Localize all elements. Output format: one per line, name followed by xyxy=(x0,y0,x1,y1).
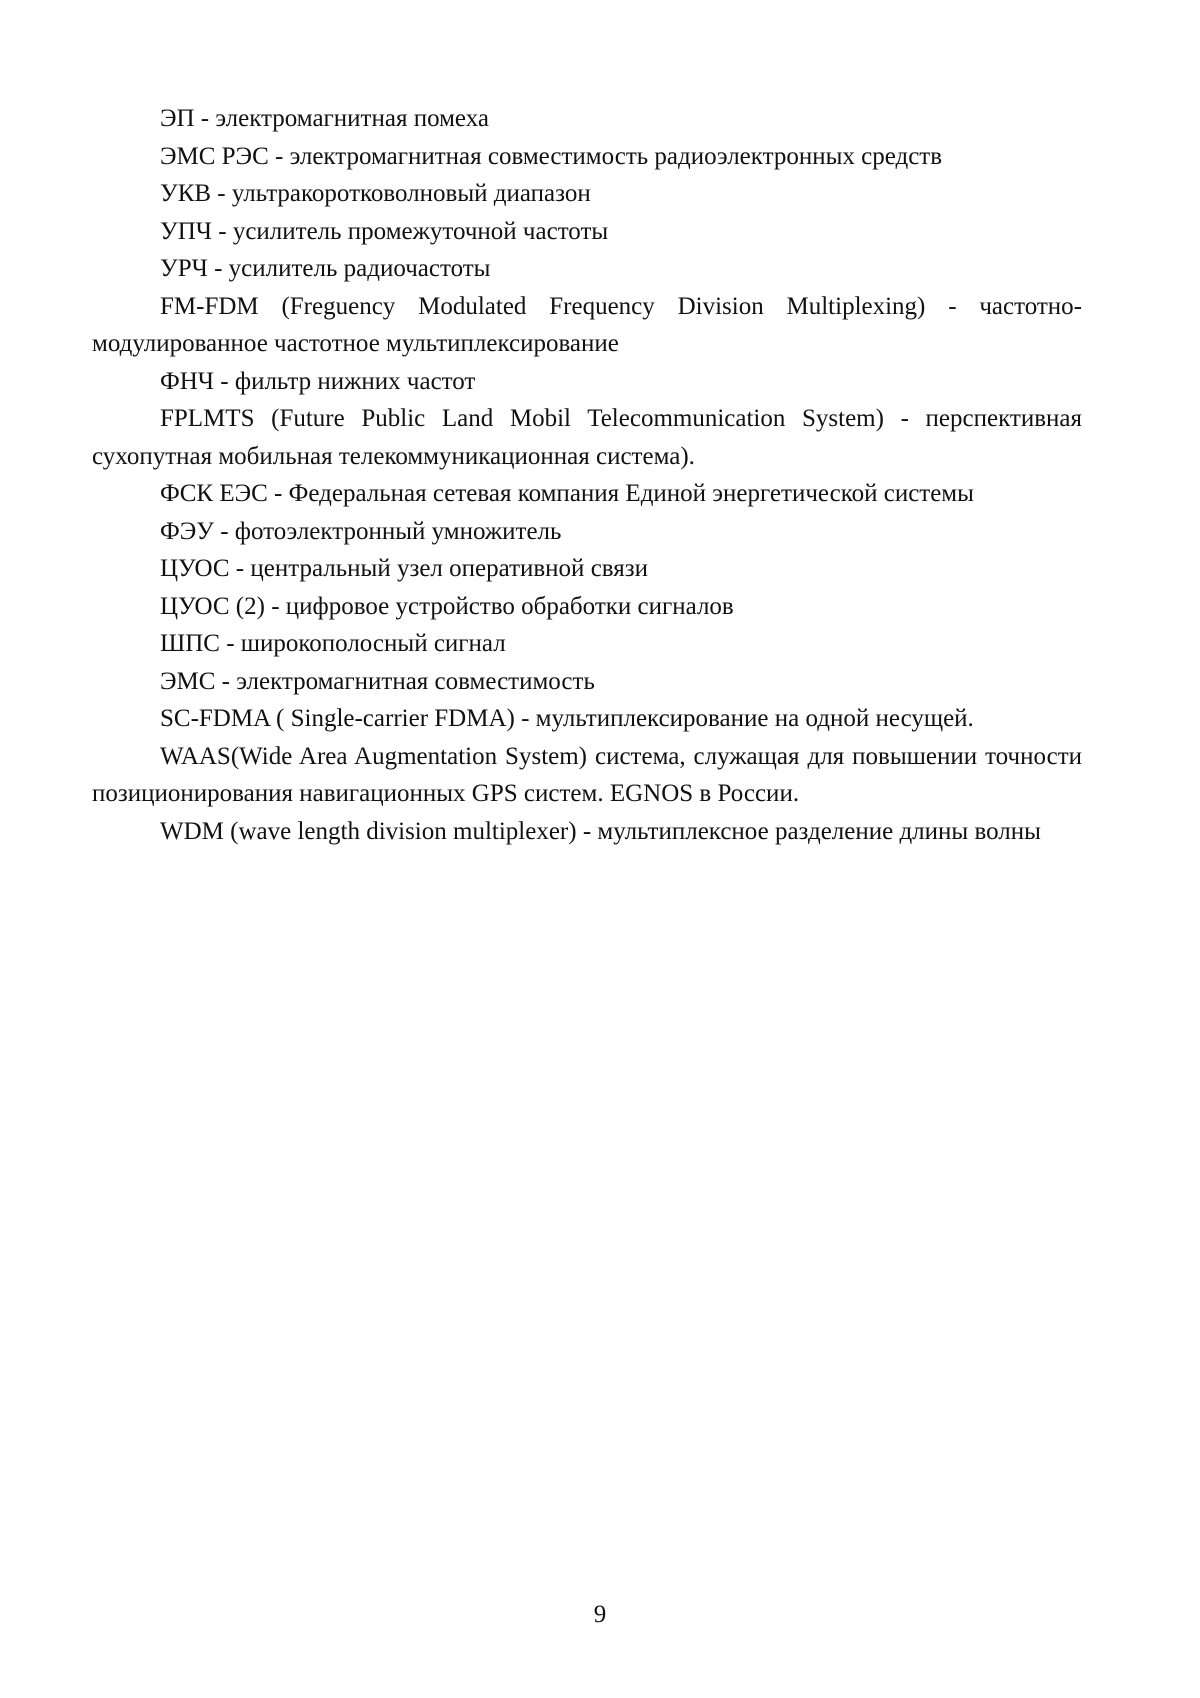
abbreviation-entry: ЭМС - электромагнитная совместимость xyxy=(160,667,595,695)
abbreviation-entry: SC-FDMA ( Single-carrier FDMA) - мультиплексирование на одной несущей. xyxy=(160,705,974,732)
abbreviation-list xyxy=(92,100,1082,850)
abbreviation-entry: ЭП - электромагнитная помеха xyxy=(160,105,489,132)
abbreviation-entry: WDM (wave length division multiplexer) - мультиплексное разделение длины волны xyxy=(160,817,1041,845)
abbreviation-entry: УРЧ - усилитель радиочастоты xyxy=(160,255,491,282)
abbreviation-entry: ШПС - широкополосный сигнал xyxy=(160,630,506,657)
abbreviation-entry: ЭМС РЭС - электромагнитная совместимость радиоэлектронных средств xyxy=(160,142,943,170)
page-number: 9 xyxy=(593,1601,607,1628)
abbreviation-entry: ФЭУ - фотоэлектронный умножитель xyxy=(160,517,562,545)
abbreviation-entry: УПЧ - усилитель промежуточной частоты xyxy=(160,217,609,245)
abbreviation-entry: ФСК ЕЭС - Федеральная сетевая компания Единой энергетической системы xyxy=(160,480,974,507)
abbreviation-entry: ЦУОС (2) - цифровое устройство обработки сигналов xyxy=(160,592,734,620)
abbreviation-entry: FPLMTS (Future Public Land Mobil Telecommunication System) - перспективная сухопутная мобильная телекоммуникационная система). xyxy=(92,405,1082,470)
abbreviation-entry: FM-FDM (Freguency Modulated Frequency Division Multiplexing) - частотно-модулированное частотное мультиплексирование xyxy=(92,292,1082,357)
abbreviation-entry: WAAS(Wide Area Augmentation System) система, служащая для повышении точности позиционирования навигационных GPS систем. EGNOS в России. xyxy=(92,742,1082,807)
abbreviation-entry: ФНЧ - фильтр нижних частот xyxy=(160,367,476,395)
abbreviation-entry: ЦУОС - центральный узел оперативной связи xyxy=(160,555,649,582)
abbreviation-entry: УКВ - ультракоротковолновый диапазон xyxy=(160,180,591,207)
